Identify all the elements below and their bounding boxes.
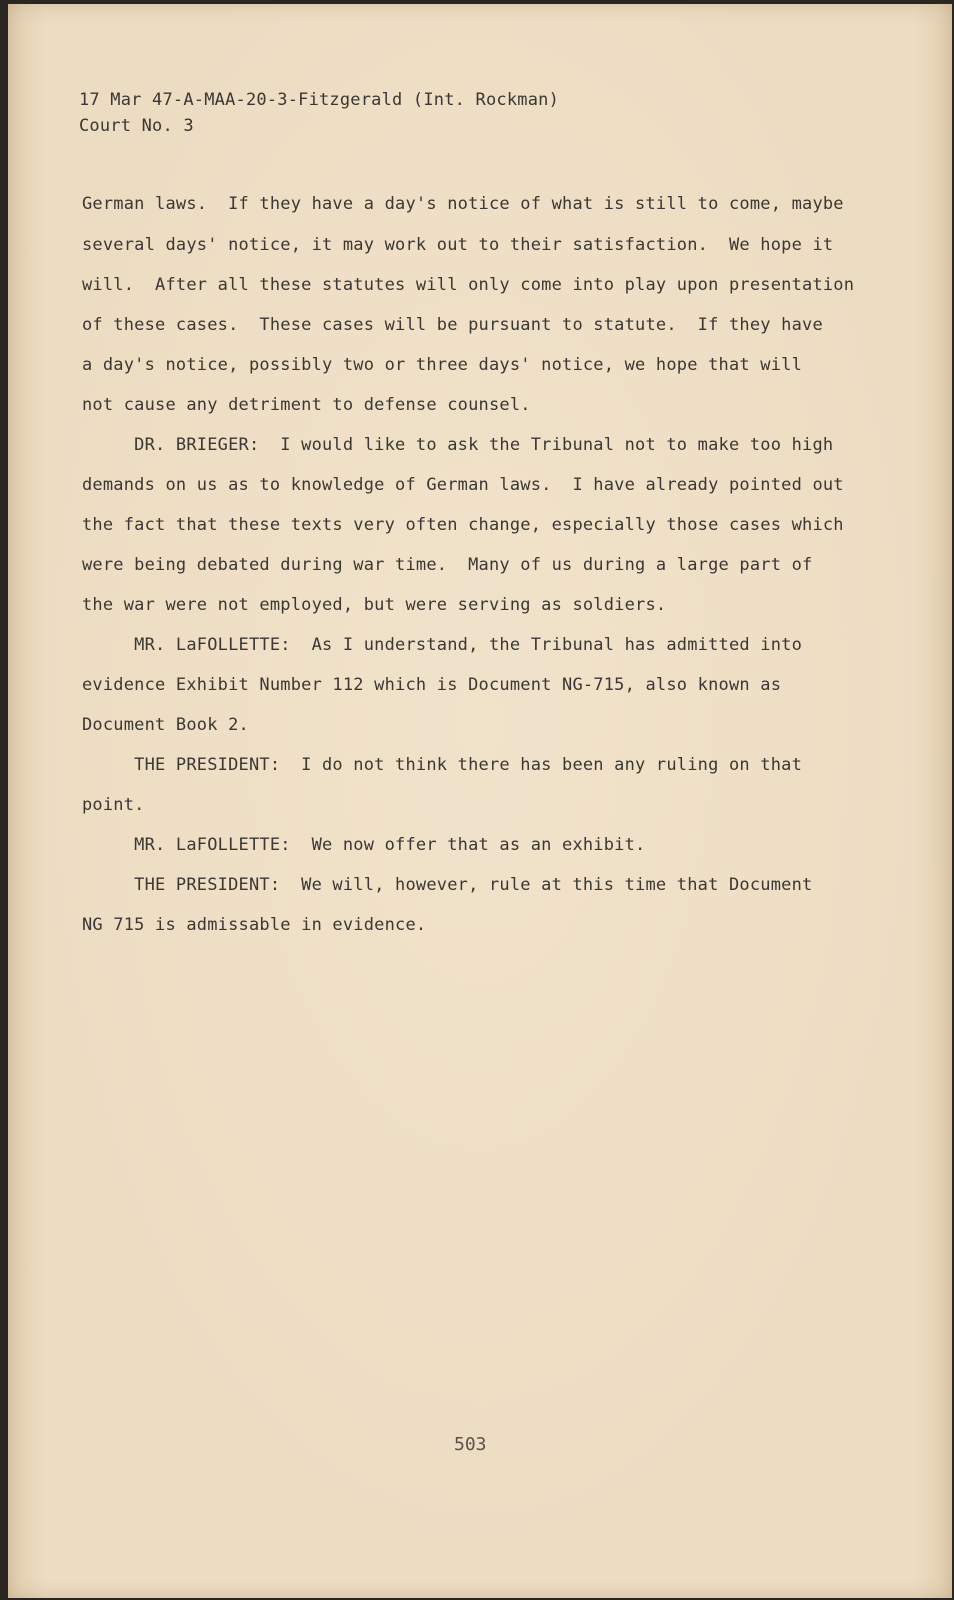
text-line: a day's notice, possibly two or three days' notice, we hope that will <box>82 355 803 375</box>
text-line: point. <box>82 795 145 815</box>
text-line: NG 715 is admissable in evidence. <box>82 915 427 935</box>
text-line: will. After all these statutes will only come into play upon presentation <box>82 275 855 295</box>
text-line: Document Book 2. <box>82 715 249 735</box>
text-line: MR. LaFOLLETTE: We now offer that as an exhibit. <box>82 835 646 855</box>
page-number: 503 <box>454 1434 487 1455</box>
text-line: German laws. If they have a day's notice of what is still to come, maybe <box>82 194 844 214</box>
document-page <box>8 4 952 1598</box>
text-line: demands on us as to knowledge of German laws. I have already pointed out <box>82 475 844 495</box>
text-line: several days' notice, it may work out to their satisfaction. We hope it <box>82 235 834 255</box>
text-line: of these cases. These cases will be pursuant to statute. If they have <box>82 315 823 335</box>
text-line: THE PRESIDENT: I do not think there has been any ruling on that <box>82 755 803 775</box>
header-case-line: 17 Mar 47-A-MAA-20-3-Fitzgerald (Int. Rockman) <box>79 90 560 110</box>
header-court-line: Court No. 3 <box>79 116 194 136</box>
text-line: the fact that these texts very often change, especially those cases which <box>82 515 844 535</box>
text-line: THE PRESIDENT: We will, however, rule at this time that Document <box>82 875 813 895</box>
text-line: were being debated during war time. Many of us during a large part of <box>82 555 813 575</box>
text-line: not cause any detriment to defense counsel. <box>82 395 531 415</box>
text-line: MR. LaFOLLETTE: As I understand, the Tribunal has admitted into <box>82 635 803 655</box>
text-line: evidence Exhibit Number 112 which is Document NG-715, also known as <box>82 675 782 695</box>
text-line: DR. BRIEGER: I would like to ask the Tribunal not to make too high <box>82 435 834 455</box>
text-line: the war were not employed, but were serving as soldiers. <box>82 595 667 615</box>
